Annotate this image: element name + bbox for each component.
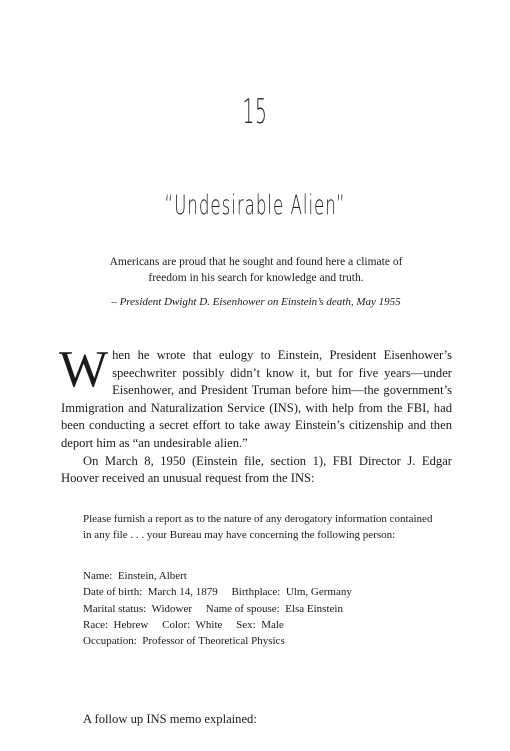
paragraph-1-text: hen he wrote that eulogy to Einstein, President Eisenhower’s speechwriter possibly didn’t know it, but for five years—under Eisenhower, and President Truman before him—the government’s Immigration and Naturalization Service (INS), with help from the FBI, had been conducting a secret effort to take away Einstein’s citizenship and then deport him as “an undesirable alien.” xyxy=(61,348,452,450)
epigraph-quote: Americans are proud that he sought and found here a climate of freedom in his search for knowledge and truth. xyxy=(109,256,403,284)
memo-field-name: Name: Einstein, Albert xyxy=(83,569,187,582)
paragraph-2: On March 8, 1950 (Einstein file, section 1), FBI Director J. Edgar Hoover received an unusual request from the INS: xyxy=(61,453,452,486)
memo-field-marital: Marital status: Widower Name of spouse: Elsa Einstein xyxy=(83,602,343,615)
epigraph xyxy=(96,255,416,311)
chapter-number: 15 xyxy=(242,92,268,132)
memo-field-occupation: Occupation: Professor of Theoretical Physics xyxy=(83,635,285,648)
memo-field-race: Race: Hebrew Color: White Sex: Male xyxy=(83,619,284,632)
followup-line: A follow up INS memo explained: xyxy=(83,712,257,726)
body-text xyxy=(59,341,452,488)
memo-field-birth: Date of birth: March 14, 1879 Birthplace: Ulm, Germany xyxy=(83,586,352,599)
memo-block-quote xyxy=(83,511,443,650)
epigraph-attribution: – President Dwight D. Eisenhower on Einstein’s death, May 1955 xyxy=(111,296,401,308)
chapter-title: “Undesirable Alien” xyxy=(164,190,346,221)
memo-request: Please furnish a report as to the nature of any derogatory information contained in any file . . . your Bureau may have concerning the following person: xyxy=(83,513,433,542)
paragraph-1 xyxy=(59,341,452,453)
drop-cap: W xyxy=(59,341,109,398)
